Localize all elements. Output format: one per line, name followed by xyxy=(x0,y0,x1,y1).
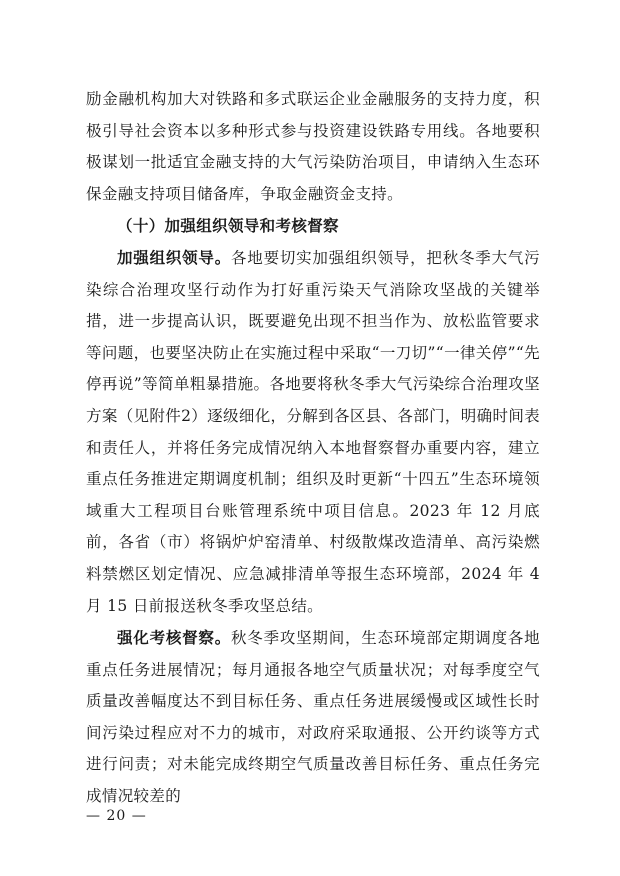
page-number: — 20 — xyxy=(86,808,147,824)
section-heading: （十）加强组织领导和考核督察 xyxy=(117,216,339,236)
paragraph-lead-organization: 加强组织领导。 xyxy=(117,247,231,267)
paragraph-body-assessment: 秋冬季攻坚期间，生态环境部定期调度各地重点任务进展情况；每月通报各地空气质量状况；对每季度空气质量改善幅度达不到目标任务、重点任务进展缓慢或区域性长时间污染过程应对不力的城市，对政府采取通报、公开约谈等方式进行问责；对未能完成终期空气质量改善目标任务、重点任务完成情况较差的 xyxy=(86,629,540,806)
document-body xyxy=(86,84,540,813)
paragraph-financial-support: 励金融机构加大对铁路和多式联运企业金融服务的支持力度，积极引导社会资本以多种形式参与投资建设铁路专用线。各地要积极谋划一批适宜金融支持的大气污染防治项目，申请纳入生态环保金融支持项目储备库，争取金融资金支持。 xyxy=(86,90,540,203)
paragraph-body-organization: 各地要切实加强组织领导，把秋冬季大气污染综合治理攻坚行动作为打好重污染天气消除攻坚战的关键举措，进一步提高认识，既要避免出现不担当作为、放松监管要求等问题，也要坚决防止在实施过程中采取“一刀切”“一律关停”“先停再说”等简单粗暴措施。各地要将秋冬季大气污染综合治理攻坚方案（见附件2）逐级细化，分解到各区县、各部门，明确时间表和责任人，并将任务完成情况纳入本地督察督办重要内容，建立重点任务推进定期调度机制；组织及时更新“十四五”生态环境领域重大工程项目台账管理系统中项目信息。2023 年 12 月底前，各省（市）将锅炉炉窑清单、村级散煤改造清单、高污染燃料禁燃区划定情况、应急减排清单等报生态环境部，2024 年 4 月 15 日前报送秋冬季攻坚总结。 xyxy=(86,248,541,615)
paragraph-assessment-supervision xyxy=(86,622,540,813)
paragraph-lead-assessment: 强化考核督察。 xyxy=(117,628,231,648)
paragraph-organization-leadership xyxy=(86,242,540,622)
